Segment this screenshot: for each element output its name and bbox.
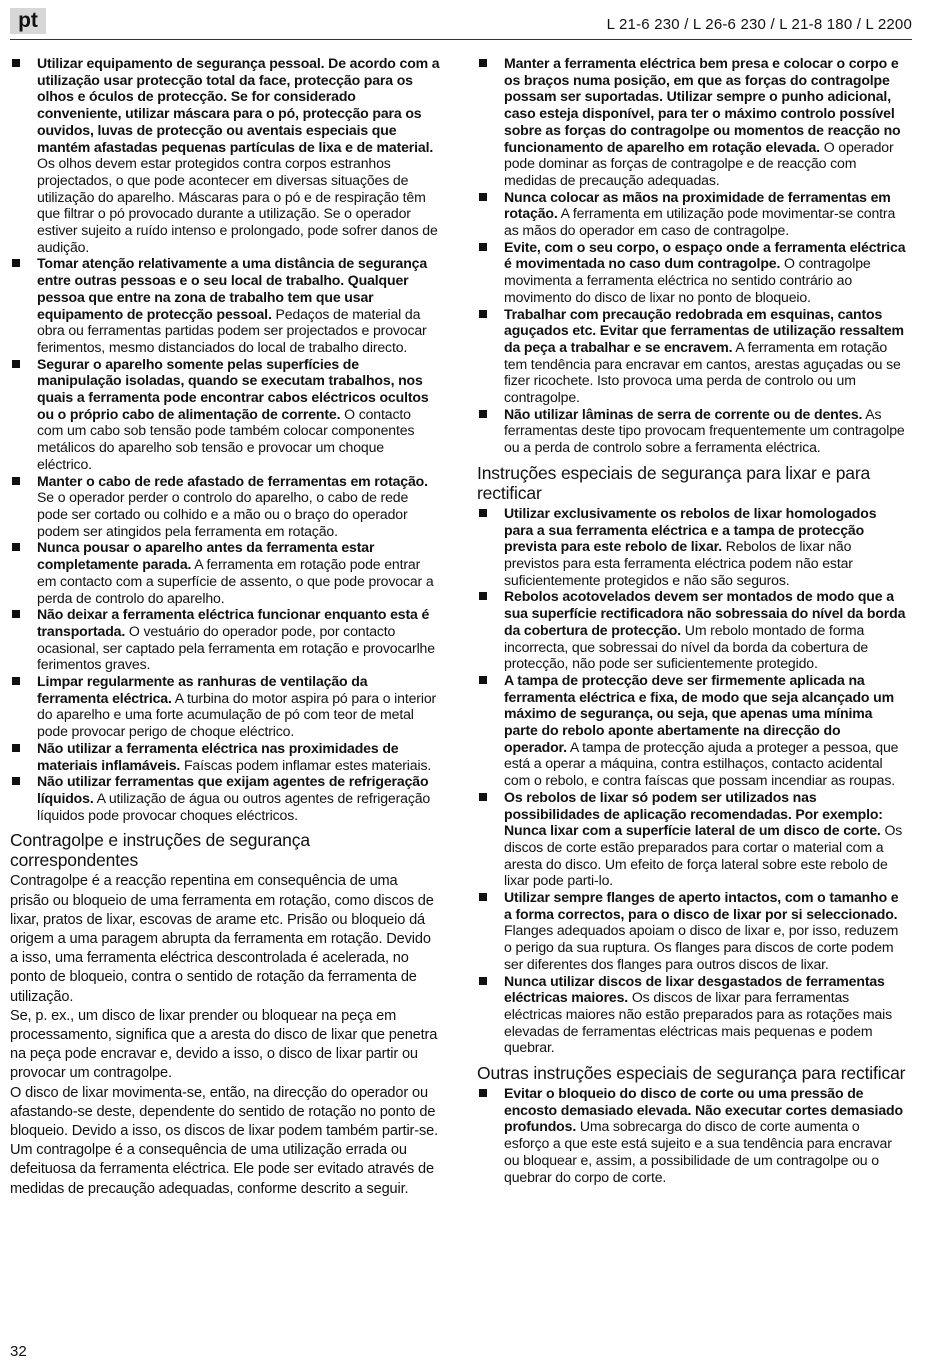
bullet-body-text: Faíscas podem inflamar estes materiais. xyxy=(180,756,432,773)
header-divider xyxy=(10,39,912,40)
bullet-item xyxy=(477,789,907,889)
bullet-body-text: O vestuário do operador pode, por contacto ocasional, ser captado pela ferramenta em rotação e provocarlhe ferimentos graves. xyxy=(37,622,435,673)
bullet-item xyxy=(10,473,440,540)
bullet-item xyxy=(477,306,907,406)
page-number: 32 xyxy=(10,1343,27,1360)
bullet-bold-text: Limpar regularmente as ranhuras de ventilação da ferramenta eléctrica. xyxy=(37,673,368,706)
bullet-bold-text: Manter a ferramenta eléctrica bem presa e colocar o corpo e os braços numa posição, em que as forças do contragolpe possam ser suportadas. Utilizar sempre o punho adicional, caso esteja disponível, para ter o máximo controlo possível sobre as forças do contragolpe ou momentos de reacção no funcionamento de aparelho em rotação elevada. xyxy=(504,55,901,155)
bullet-item xyxy=(477,239,907,306)
bullet-item xyxy=(10,740,440,773)
section-heading-cutting: Outras instruções especiais de segurança para rectificar xyxy=(477,1063,906,1084)
bullet-bold-text: Utilizar sempre flanges de aperto intactos, com o tamanho e a forma correctos, para o disco de lixar por si seleccionado. xyxy=(504,889,899,922)
body-paragraph: Contragolpe é a reacção repentina em consequência de uma prisão ou bloqueio de uma ferramenta em rotação, como discos de lixar, pratos de lixar, escovas de arame etc. Prisão ou bloqueio dá origem a uma paragem abrupta da ferramenta em rotação. Devido a isso, uma ferramenta eléctrica descontrolada é acelerada, no ponto de bloqueio, contra o sentido de rotação da ferramenta de utilização. xyxy=(10,873,434,1005)
bullet-item xyxy=(10,55,440,255)
square-bullet-icon xyxy=(479,592,487,600)
bullet-body-text: Os olhos devem estar protegidos contra corpos estranhos projectados, o que pode acontecer em diversas situações de utilização do aparelho. Máscaras para o pó e de respiração têm que filtrar o pó provocado durante a utilização. Se o operador estiver sujeito a ruído intenso e prolongado, pode sofrer danos de audição. xyxy=(37,155,438,255)
square-bullet-icon xyxy=(12,259,20,267)
bullet-body-text: Pedaços de material da obra ou ferramentas partidas podem ser projectados e provocar ferimentos, mesmo distanciados do local de trabalho directo. xyxy=(37,305,427,355)
bullet-body-text: A turbina do motor aspira pó para o interior do aparelho e uma forte acumulação de pó com teor de metal pode provocar perigo de choque eléctrico. xyxy=(37,689,437,740)
bullet-bold-text: Utilizar equipamento de segurança pessoal. De acordo com a utilização usar protecção total da face, protecção para os olhos e óculos de protecção. Se for considerado conveniente, utilizar máscara para o pó, protecção para os ouvidos, luvas de protecção ou aventais especiais que mantém afastadas pequenas partículas de lixa e de material. xyxy=(37,55,440,155)
bullet-body-text: O operador pode dominar as forças de contragolpe e de reacção com medidas de precaução adequadas. xyxy=(504,138,894,188)
bullet-item xyxy=(10,539,440,606)
bullet-body-text: O contacto com um cabo sob tensão pode também colocar componentes metálicos do aparelho sob tensão e provocar um choque eléctrico. xyxy=(37,405,415,472)
bullet-bold-text: Evitar o bloqueio do disco de corte ou uma pressão de encosto demasiado elevada. Não executar cortes demasiado profundos. xyxy=(504,1085,903,1135)
bullet-bold-text: Não utilizar a ferramenta eléctrica nas proximidades de materiais inflamáveis. xyxy=(37,739,399,773)
bullet-body-text: Os discos de corte estão preparados para cortar o material com a aresta do disco. Um efeito de força lateral sobre este rebolo de lixar pode parti-lo. xyxy=(504,822,903,889)
bullet-body-text: A ferramenta em rotação tem tendência para encravar em cantos, arestas aguçadas ou se fizer ricochete. Isto provoca uma perda de controlo ou um contragolpe. xyxy=(504,338,901,406)
bullet-item xyxy=(477,189,907,239)
square-bullet-icon xyxy=(479,310,487,318)
square-bullet-icon xyxy=(12,777,20,785)
right-column xyxy=(477,55,907,1185)
bullet-bold-text: Tomar atenção relativamente a uma distância de segurança entre outras pessoas e o seu local de trabalho. Qualquer pessoa que entre na zona de trabalho tem que usar equipamento de protecção pessoal. xyxy=(37,255,428,322)
bullet-bold-text: Rebolos acotovelados devem ser montados de modo que a sua superfície rectificadora não sobressaia do nível da borda da cobertura de protecção. xyxy=(504,588,906,638)
bullet-bold-text: Segurar o aparelho somente pelas superfícies de manipulação isoladas, quando se executam trabalhos, nos quais a ferramenta pode encontrar cabos eléctricos ocultos ou o próprio cabo de alimentação de corrente. xyxy=(37,355,429,422)
bullet-item xyxy=(477,55,907,189)
bullet-bold-text: Trabalhar com precaução redobrada em esquinas, cantos aguçados etc. Evitar que ferramentas de utilização ressaltem da peça a trabalhar e se encravem. xyxy=(504,305,904,355)
bullet-bold-text: Evite, com o seu corpo, o espaço onde a ferramenta eléctrica é movimentada no caso dum contragolpe. xyxy=(504,238,906,272)
bullet-body-text: Um rebolo montado de forma incorrecta, que sobressai do nível da borda da cobertura de protecção, não pode ser suficientemente protegido. xyxy=(504,621,869,672)
square-bullet-icon xyxy=(12,59,20,67)
bullet-body-text: O contragolpe movimenta a ferramenta eléctrica no sentido contrário ao movimento do disco de lixar no ponto de bloqueio. xyxy=(504,255,871,305)
bullet-body-text: A ferramenta em utilização pode movimentar-se contra as mãos do operador em caso de contragolpe. xyxy=(504,205,896,239)
bullet-body-text: As ferramentas deste tipo provocam frequentemente um contragolpe ou a perda de controlo sobre a ferramenta eléctrica. xyxy=(504,405,905,456)
bullet-body-text: Uma sobrecarga do disco de corte aumenta o esforço a que este está sujeito e a sua tendência para encravar ou bloquear e, assim, a possibilidade de um contragolpe ou o quebrar do corpo de corte. xyxy=(504,1118,892,1185)
bullet-item xyxy=(477,505,907,589)
bullet-bold-text: Os rebolos de lixar só podem ser utilizados nas possibilidades de aplicação recomendadas. Por exemplo: Nunca lixar com a superfície lateral de um disco de corte. xyxy=(504,788,883,839)
square-bullet-icon xyxy=(12,360,20,368)
square-bullet-icon xyxy=(479,977,487,985)
model-numbers: L 21-6 230 / L 26-6 230 / L 21-8 180 / L 2200 xyxy=(606,16,912,33)
bullet-bold-text: Nunca colocar as mãos na proximidade de ferramentas em rotação. xyxy=(504,188,891,222)
square-bullet-icon xyxy=(479,793,487,801)
right-bullet-list-cutting xyxy=(477,1085,907,1185)
bullet-body-text: A utilização de água ou outros agentes de refrigeração líquidos pode provocar choques eléctricos. xyxy=(37,789,431,823)
section-heading-kickback: Contragolpe e instruções de segurança correspondentes xyxy=(10,830,310,871)
bullet-item xyxy=(477,1085,907,1185)
body-paragraph: Um contragolpe é a consequência de uma utilização errada ou defeituosa da ferramenta eléctrica. Ele pode ser evitado através de medidas de precaução adequadas, conforme descrito a seguir. xyxy=(10,1142,434,1197)
bullet-item xyxy=(477,889,907,973)
square-bullet-icon xyxy=(479,676,487,684)
right-bullet-list-grinding xyxy=(477,505,907,1056)
bullet-bold-text: Manter o cabo de rede afastado de ferramentas em rotação. xyxy=(37,472,428,489)
bullet-bold-text: Não deixar a ferramenta eléctrica funcionar enquanto esta é transportada. xyxy=(37,606,430,639)
bullet-item xyxy=(477,406,907,456)
body-paragraph: Se, p. ex., um disco de lixar prender ou bloquear na peça em processamento, significa que a aresta do disco de lixar que penetra na peça pode encravar e, devido a isso, o disco de lixar partir ou provocar um contragolpe. xyxy=(10,1007,438,1082)
bullet-bold-text: Nunca utilizar discos de lixar desgastados de ferramentas eléctricas maiores. xyxy=(504,972,885,1006)
square-bullet-icon xyxy=(479,1089,487,1097)
left-bullet-list xyxy=(10,55,440,823)
square-bullet-icon xyxy=(12,477,20,485)
bullet-item xyxy=(10,673,440,740)
bullet-item xyxy=(477,672,907,789)
bullet-body-text: A ferramenta em rotação pode entrar em contacto com a superfície de assento, o que pode provocar a perda de controlo do aparelho. xyxy=(37,556,434,606)
body-paragraph: O disco de lixar movimenta-se, então, na direcção do operador ou afastando-se deste, dependente do sentido de rotação no ponto de bloqueio. Devido a isso, os discos de lixar podem também partir-se. xyxy=(10,1084,438,1139)
square-bullet-icon xyxy=(12,543,20,551)
square-bullet-icon xyxy=(479,410,487,418)
bullet-item xyxy=(477,973,907,1057)
bullet-item xyxy=(10,606,440,673)
right-bullet-list-kickback xyxy=(477,55,907,456)
bullet-bold-text: A tampa de protecção deve ser firmemente aplicada na ferramenta eléctrica e fixa, de modo que seja alcançado um máximo de segurança, ou seja, que apenas uma mínima parte do rebolo aponte abertamente na direcção do operador. xyxy=(504,671,894,755)
square-bullet-icon xyxy=(479,243,487,251)
bullet-bold-text: Nunca pousar o aparelho antes da ferramenta estar completamente parada. xyxy=(37,539,375,573)
bullet-item xyxy=(10,255,440,355)
bullet-bold-text: Utilizar exclusivamente os rebolos de lixar homologados para a sua ferramenta eléctrica e a tampa de protecção prevista para este rebolo de lixar. xyxy=(504,504,877,555)
square-bullet-icon xyxy=(479,193,487,201)
square-bullet-icon xyxy=(479,59,487,67)
left-column xyxy=(10,55,440,1199)
bullet-body-text: Se o operador perder o controlo do aparelho, o cabo de rede pode ser cortado ou colhido e a mão ou o braço do operador podem ser atingidos pela ferramenta em rotação. xyxy=(37,489,409,539)
square-bullet-icon xyxy=(12,744,20,752)
section-heading-grinding: Instruções especiais de segurança para lixar e para rectificar xyxy=(477,462,871,503)
bullet-item xyxy=(10,356,440,473)
bullet-item xyxy=(10,773,440,823)
bullet-body-text: A tampa de protecção ajuda a proteger a pessoa, que está a operar a máquina, contra estilhaços, contacto acidental com o rebolo, e contra faíscas que possam incendiar as roupas. xyxy=(504,738,899,789)
square-bullet-icon xyxy=(12,610,20,618)
bullet-item xyxy=(477,588,907,672)
language-tag: pt xyxy=(10,8,46,34)
square-bullet-icon xyxy=(12,677,20,685)
bullet-bold-text: Não utilizar ferramentas que exijam agentes de refrigeração líquidos. xyxy=(37,773,429,806)
bullet-body-text: Rebolos de lixar não previstos para esta ferramenta eléctrica podem não estar suficientemente protegidos e não são seguros. xyxy=(504,538,853,588)
bullet-body-text: Flanges adequados apoiam o disco de lixar e, por isso, reduzem o perigo da sua ruptura. Os flanges para discos de corte podem ser diferentes dos flanges para outros discos de lixar. xyxy=(504,922,899,972)
bullet-bold-text: Não utilizar lâminas de serra de corrente ou de dentes. xyxy=(504,405,863,422)
square-bullet-icon xyxy=(479,509,487,517)
bullet-body-text: Os discos de lixar para ferramentas eléctricas maiores não estão preparados para as rotações mais elevadas de ferramentas eléctricas mais pequenas e podem quebrar. xyxy=(504,989,893,1056)
kickback-paragraphs xyxy=(10,872,440,1198)
square-bullet-icon xyxy=(479,893,487,901)
